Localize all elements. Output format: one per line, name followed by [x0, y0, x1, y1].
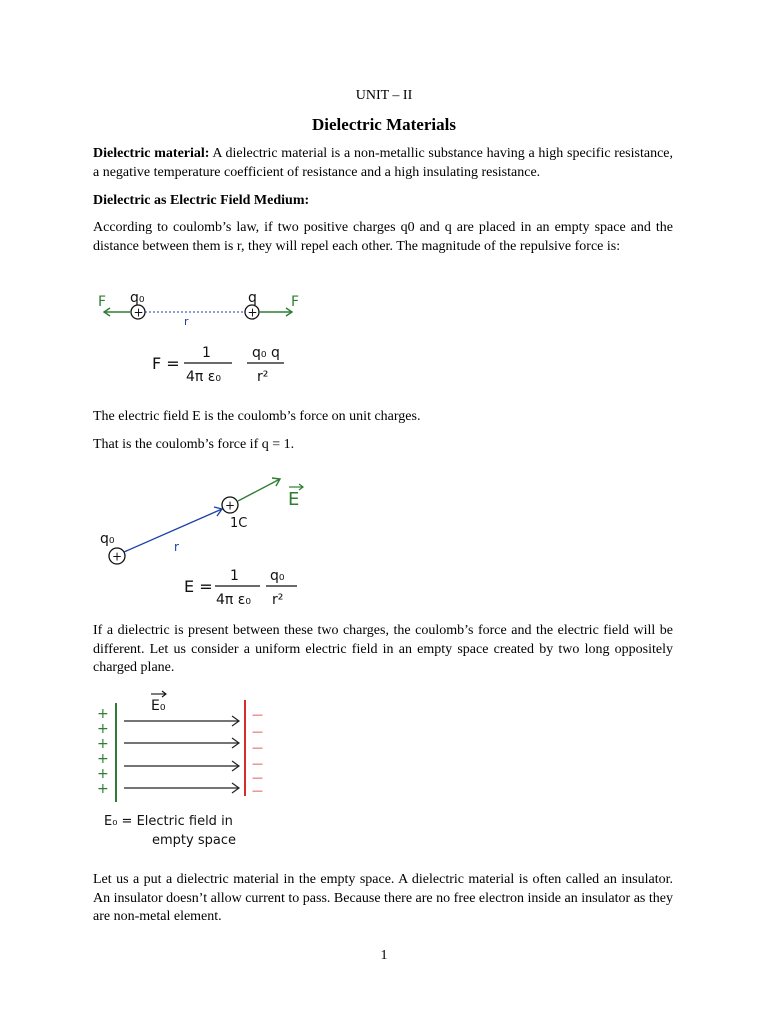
field-e0-label: E₀	[151, 698, 166, 714]
minus-sign: —	[252, 757, 263, 770]
plus-icon: +	[133, 305, 144, 320]
page-title: Dielectric Materials	[312, 115, 456, 134]
page-number: 1	[380, 948, 388, 963]
equation-denominator-2: r²	[272, 592, 284, 608]
figure-caption-line1: E₀ = Electric field in	[104, 814, 233, 829]
coulomb-paragraph: According to coulomb’s law, if two positive charges q0 and q are placed in an empty space and the distance between them is r, they will repel each other. The magnitude of the repulsive force is:	[93, 220, 673, 254]
coulomb-force-figure	[92, 283, 312, 393]
electric-field-figure	[92, 465, 322, 610]
minus-sign: —	[252, 741, 263, 754]
negative-charges	[252, 708, 263, 797]
plus-icon: +	[225, 498, 236, 513]
definition-term: Dielectric material:	[93, 146, 210, 161]
plus-icon: +	[112, 549, 123, 564]
uniform-field-figure	[92, 688, 292, 853]
field-definition-paragraph: The electric field E is the coulomb’s force on unit charges.	[93, 409, 421, 424]
charge-q0-label: q₀	[100, 531, 115, 547]
equation-numerator-1: 1	[202, 345, 211, 361]
equation-numerator-1: 1	[230, 568, 239, 584]
dielectric-paragraph: If a dielectric is present between these two charges, the coulomb’s force and the electric field will be different. Let us consider a uniform electric field in an empty space created by two long oppositely charged plane.	[93, 623, 673, 675]
equation-denominator-1: 4π ε₀	[186, 369, 221, 385]
equation-denominator-1: 4π ε₀	[216, 592, 251, 608]
charge-q-label: q	[248, 290, 257, 306]
distance-r-label: r	[174, 540, 179, 554]
plus-sign: +	[97, 736, 109, 752]
force-label-right: F	[291, 294, 300, 310]
unit-charge-label: 1C	[230, 516, 248, 531]
equation-numerator-2: q₀	[270, 568, 285, 584]
equation-lhs: F =	[152, 354, 180, 373]
positive-charges	[97, 706, 109, 797]
minus-sign: —	[252, 725, 263, 738]
unit-charge-paragraph: That is the coulomb’s force if q = 1.	[93, 437, 295, 452]
distance-r-label: r	[184, 315, 189, 328]
field-lines	[124, 716, 239, 793]
unit-label: UNIT – II	[355, 88, 413, 103]
charge-q0-label: q₀	[130, 290, 145, 306]
force-label-left: F	[98, 294, 107, 310]
definition-text: A dielectric material is a non-metallic substance having a high specific resistance, a negative temperature coefficient of resistance and a high insulating resistance.	[93, 146, 673, 180]
plus-icon: +	[247, 305, 258, 320]
plus-sign: +	[97, 721, 109, 737]
minus-sign: —	[252, 784, 263, 797]
plus-sign: +	[97, 781, 109, 797]
distance-line	[124, 509, 222, 552]
field-e-label: E	[288, 489, 300, 510]
plus-sign: +	[97, 766, 109, 782]
plus-sign: +	[97, 751, 109, 767]
equation-numerator-2: q₀ q	[252, 345, 280, 361]
minus-sign: —	[252, 771, 263, 784]
section-heading: Dielectric as Electric Field Medium:	[93, 193, 310, 208]
definition-paragraph	[93, 145, 673, 182]
equation-denominator-2: r²	[257, 369, 269, 385]
plus-sign: +	[97, 706, 109, 722]
equation-lhs: E =	[184, 577, 213, 596]
insulator-paragraph: Let us a put a dielectric material in the empty space. A dielectric material is often called an insulator. An insulator doesn’t allow current to pass. Because there are no free electron inside an insulator as they are non-metal element.	[93, 872, 673, 924]
field-vector-arrow	[238, 479, 280, 501]
figure-caption-line2: empty space	[152, 833, 236, 848]
minus-sign: —	[252, 708, 263, 721]
